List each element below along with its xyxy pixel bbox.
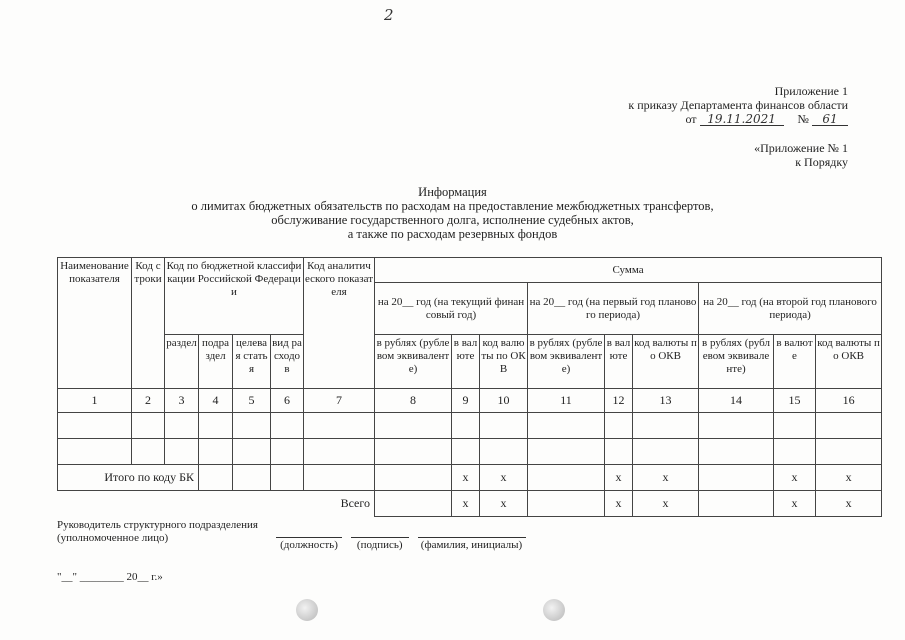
header-analytic-code: Код аналитического показателя [304,258,375,389]
name-caption: (фамилия, инициалы) [418,537,526,551]
signatory-title: Руководитель структурного подразделения [57,519,258,531]
header-okv-1: код валюты по ОКВ [480,335,528,389]
header-expense-type: вид расходов [271,335,304,389]
x-mark: х [452,491,480,517]
appendix-title: Приложение 1 [774,84,848,98]
procedure-ref-title: «Приложение № 1 [754,141,848,155]
header-razdel: раздел [165,335,199,389]
col-number: 9 [452,389,480,413]
header-okv-2: код валюты по ОКВ [633,335,699,389]
header-period-current: на 20__ год (на текущий финансовый год) [375,283,528,335]
col-number: 3 [165,389,199,413]
col-number: 14 [699,389,774,413]
col-number: 12 [605,389,633,413]
header-currency-1: в валюте [452,335,480,389]
col-number: 6 [271,389,304,413]
header-target-article: целевая статья [233,335,271,389]
total-bk-row [58,465,882,491]
appendix-order-ref: к приказу Департамента финансов области [628,98,848,112]
document-title [120,185,785,241]
col-number: 4 [199,389,233,413]
title-line-3: обслуживание государственного долга, исполнение судебных актов, [271,213,634,227]
procedure-ref [754,141,848,169]
header-rub-2: в рублях (рублевом эквиваленте) [528,335,605,389]
col-number: 2 [132,389,165,413]
order-date: 19.11.2021 [700,113,784,126]
title-line-2: о лимитах бюджетных обязательств по расходам на предоставление межбюджетных трансфертов, [191,199,714,213]
appendix-date-number [628,112,848,126]
signatory-subtitle: (уполномоченное лицо) [57,532,169,544]
limits-table [57,257,882,517]
punch-hole-icon [543,599,565,621]
x-mark: х [605,491,633,517]
header-name: Наименование показателя [58,258,132,389]
appendix-header [628,84,848,126]
signature-block [57,519,258,545]
x-mark: х [605,465,633,491]
table-row [58,439,882,465]
position-caption: (должность) [276,537,342,551]
signature-lines [276,537,526,551]
col-number: 15 [774,389,816,413]
header-podrazdel: подраздел [199,335,233,389]
col-number: 5 [233,389,271,413]
header-row-code: Код строки [132,258,165,389]
col-number: 8 [375,389,452,413]
header-currency-3: в валюте [774,335,816,389]
page-number: 2 [384,6,394,24]
total-all-label: Всего [58,491,375,517]
x-mark: х [452,465,480,491]
total-all-row [58,491,882,517]
header-period-first: на 20__ год (на первый год планового периода) [528,283,699,335]
col-number: 1 [58,389,132,413]
order-number: 61 [812,113,848,126]
col-number: 7 [304,389,375,413]
x-mark: х [774,491,816,517]
header-okv-3: код валюты по ОКВ [816,335,882,389]
header-rub-1: в рублях (рублевом эквиваленте) [375,335,452,389]
from-label: от [685,112,697,126]
title-line-1: Информация [418,185,487,199]
procedure-ref-subtitle: к Порядку [795,155,848,169]
col-number: 11 [528,389,605,413]
signature-date: "__" ________ 20__ г.» [57,571,163,583]
x-mark: х [633,491,699,517]
col-number: 13 [633,389,699,413]
x-mark: х [633,465,699,491]
header-period-second: на 20__ год (на второй год планового периода) [699,283,882,335]
column-numbers-row [58,389,882,413]
x-mark: х [816,491,882,517]
header-bk-code: Код по бюджетной классификации Российской Федерации [165,258,304,335]
header-rub-3: в рублях (рублевом эквиваленте) [699,335,774,389]
x-mark: х [774,465,816,491]
col-number: 10 [480,389,528,413]
x-mark: х [480,465,528,491]
col-number: 16 [816,389,882,413]
punch-hole-icon [296,599,318,621]
number-label: № [797,112,809,126]
title-line-4: а также по расходам резервных фондов [347,227,558,241]
x-mark: х [816,465,882,491]
sign-caption: (подпись) [351,537,409,551]
header-currency-2: в валюте [605,335,633,389]
total-bk-label: Итого по коду БК [58,465,199,491]
table-row [58,413,882,439]
header-sum: Сумма [375,258,882,283]
x-mark: х [480,491,528,517]
